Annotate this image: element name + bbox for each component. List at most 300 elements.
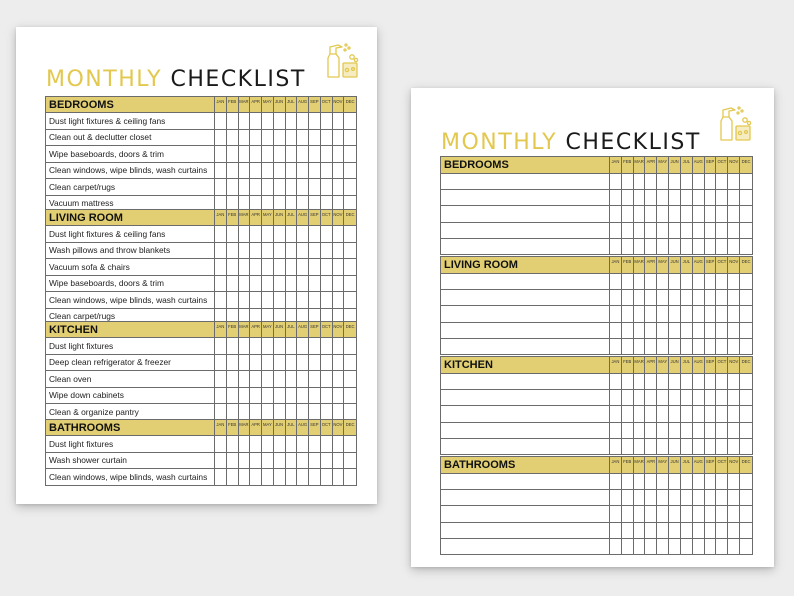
month-checkbox-feb[interactable]	[622, 190, 634, 205]
month-checkbox-jan[interactable]	[610, 239, 622, 254]
month-checkbox-aug[interactable]	[693, 374, 705, 389]
month-checkbox-nov[interactable]	[333, 259, 345, 275]
month-checkbox-mar[interactable]	[634, 274, 646, 289]
month-checkbox-jan[interactable]	[215, 469, 227, 485]
month-checkbox-jan[interactable]	[215, 371, 227, 387]
month-checkbox-jan[interactable]	[610, 506, 622, 521]
month-checkbox-sep[interactable]	[309, 355, 321, 371]
month-checkbox-may[interactable]	[262, 243, 274, 259]
month-checkbox-aug[interactable]	[693, 474, 705, 489]
month-checkbox-aug[interactable]	[693, 290, 705, 305]
month-checkbox-oct[interactable]	[321, 163, 333, 179]
month-checkbox-feb[interactable]	[622, 474, 634, 489]
month-checkbox-dec[interactable]	[740, 174, 752, 189]
month-checkbox-feb[interactable]	[227, 243, 239, 259]
month-checkbox-jul[interactable]	[286, 226, 298, 242]
month-checkbox-aug[interactable]	[693, 490, 705, 505]
month-checkbox-aug[interactable]	[297, 453, 309, 469]
month-checkbox-oct[interactable]	[321, 469, 333, 485]
month-checkbox-apr[interactable]	[250, 388, 262, 404]
month-checkbox-jun[interactable]	[669, 506, 681, 521]
month-checkbox-aug[interactable]	[297, 292, 309, 308]
month-checkbox-nov[interactable]	[728, 306, 740, 321]
month-checkbox-nov[interactable]	[728, 374, 740, 389]
month-checkbox-jan[interactable]	[215, 453, 227, 469]
month-checkbox-apr[interactable]	[645, 423, 657, 438]
month-checkbox-dec[interactable]	[740, 323, 752, 338]
month-checkbox-dec[interactable]	[344, 371, 356, 387]
month-checkbox-oct[interactable]	[321, 404, 333, 420]
month-checkbox-may[interactable]	[262, 469, 274, 485]
month-checkbox-may[interactable]	[657, 223, 669, 238]
month-checkbox-nov[interactable]	[728, 223, 740, 238]
month-checkbox-oct[interactable]	[321, 276, 333, 292]
month-checkbox-aug[interactable]	[693, 506, 705, 521]
month-checkbox-oct[interactable]	[716, 406, 728, 421]
month-checkbox-apr[interactable]	[645, 374, 657, 389]
month-checkbox-apr[interactable]	[645, 390, 657, 405]
month-checkbox-oct[interactable]	[321, 453, 333, 469]
month-checkbox-sep[interactable]	[705, 439, 717, 454]
month-checkbox-apr[interactable]	[250, 146, 262, 162]
month-checkbox-jun[interactable]	[274, 259, 286, 275]
month-checkbox-dec[interactable]	[344, 338, 356, 354]
month-checkbox-aug[interactable]	[297, 113, 309, 129]
month-checkbox-jun[interactable]	[669, 523, 681, 538]
month-checkbox-nov[interactable]	[333, 469, 345, 485]
month-checkbox-jan[interactable]	[215, 276, 227, 292]
month-checkbox-aug[interactable]	[297, 146, 309, 162]
month-checkbox-jul[interactable]	[286, 292, 298, 308]
month-checkbox-aug[interactable]	[297, 226, 309, 242]
month-checkbox-oct[interactable]	[321, 179, 333, 195]
month-checkbox-feb[interactable]	[622, 439, 634, 454]
month-checkbox-dec[interactable]	[740, 539, 752, 554]
month-checkbox-feb[interactable]	[622, 423, 634, 438]
month-checkbox-mar[interactable]	[634, 290, 646, 305]
month-checkbox-feb[interactable]	[622, 239, 634, 254]
month-checkbox-jul[interactable]	[681, 206, 693, 221]
month-checkbox-may[interactable]	[262, 259, 274, 275]
month-checkbox-jun[interactable]	[274, 292, 286, 308]
month-checkbox-jun[interactable]	[274, 243, 286, 259]
month-checkbox-feb[interactable]	[227, 453, 239, 469]
month-checkbox-jan[interactable]	[610, 339, 622, 354]
month-checkbox-oct[interactable]	[321, 146, 333, 162]
month-checkbox-mar[interactable]	[239, 130, 251, 146]
month-checkbox-nov[interactable]	[333, 371, 345, 387]
month-checkbox-jan[interactable]	[610, 423, 622, 438]
month-checkbox-may[interactable]	[657, 323, 669, 338]
month-checkbox-aug[interactable]	[297, 130, 309, 146]
month-checkbox-aug[interactable]	[693, 239, 705, 254]
month-checkbox-feb[interactable]	[622, 339, 634, 354]
month-checkbox-may[interactable]	[657, 290, 669, 305]
month-checkbox-jan[interactable]	[215, 388, 227, 404]
month-checkbox-jun[interactable]	[669, 490, 681, 505]
month-checkbox-jul[interactable]	[286, 355, 298, 371]
month-checkbox-nov[interactable]	[333, 404, 345, 420]
month-checkbox-dec[interactable]	[740, 339, 752, 354]
month-checkbox-oct[interactable]	[321, 355, 333, 371]
month-checkbox-jan[interactable]	[610, 223, 622, 238]
month-checkbox-sep[interactable]	[309, 276, 321, 292]
month-checkbox-may[interactable]	[657, 190, 669, 205]
month-checkbox-dec[interactable]	[344, 179, 356, 195]
month-checkbox-may[interactable]	[657, 439, 669, 454]
month-checkbox-may[interactable]	[657, 523, 669, 538]
month-checkbox-sep[interactable]	[309, 179, 321, 195]
month-checkbox-dec[interactable]	[344, 243, 356, 259]
month-checkbox-jan[interactable]	[215, 226, 227, 242]
month-checkbox-jan[interactable]	[610, 206, 622, 221]
month-checkbox-feb[interactable]	[622, 490, 634, 505]
month-checkbox-jul[interactable]	[286, 163, 298, 179]
month-checkbox-oct[interactable]	[321, 292, 333, 308]
month-checkbox-jun[interactable]	[274, 179, 286, 195]
month-checkbox-may[interactable]	[262, 436, 274, 452]
month-checkbox-apr[interactable]	[645, 190, 657, 205]
month-checkbox-nov[interactable]	[333, 355, 345, 371]
month-checkbox-dec[interactable]	[344, 113, 356, 129]
month-checkbox-feb[interactable]	[622, 390, 634, 405]
month-checkbox-feb[interactable]	[622, 306, 634, 321]
month-checkbox-sep[interactable]	[705, 339, 717, 354]
month-checkbox-apr[interactable]	[645, 490, 657, 505]
month-checkbox-feb[interactable]	[622, 506, 634, 521]
month-checkbox-feb[interactable]	[227, 338, 239, 354]
month-checkbox-apr[interactable]	[250, 338, 262, 354]
month-checkbox-apr[interactable]	[645, 339, 657, 354]
month-checkbox-nov[interactable]	[728, 339, 740, 354]
month-checkbox-may[interactable]	[657, 490, 669, 505]
month-checkbox-aug[interactable]	[297, 469, 309, 485]
month-checkbox-nov[interactable]	[333, 163, 345, 179]
month-checkbox-sep[interactable]	[309, 163, 321, 179]
month-checkbox-jan[interactable]	[215, 259, 227, 275]
month-checkbox-mar[interactable]	[239, 243, 251, 259]
month-checkbox-feb[interactable]	[227, 179, 239, 195]
month-checkbox-dec[interactable]	[344, 259, 356, 275]
month-checkbox-mar[interactable]	[634, 174, 646, 189]
month-checkbox-jul[interactable]	[681, 474, 693, 489]
month-checkbox-may[interactable]	[262, 179, 274, 195]
month-checkbox-sep[interactable]	[705, 206, 717, 221]
month-checkbox-dec[interactable]	[740, 506, 752, 521]
month-checkbox-nov[interactable]	[728, 290, 740, 305]
month-checkbox-dec[interactable]	[740, 206, 752, 221]
month-checkbox-mar[interactable]	[634, 306, 646, 321]
month-checkbox-dec[interactable]	[740, 190, 752, 205]
month-checkbox-sep[interactable]	[705, 374, 717, 389]
month-checkbox-apr[interactable]	[645, 290, 657, 305]
month-checkbox-may[interactable]	[657, 306, 669, 321]
month-checkbox-apr[interactable]	[645, 306, 657, 321]
month-checkbox-apr[interactable]	[645, 323, 657, 338]
month-checkbox-sep[interactable]	[705, 490, 717, 505]
month-checkbox-apr[interactable]	[250, 436, 262, 452]
month-checkbox-sep[interactable]	[309, 226, 321, 242]
month-checkbox-nov[interactable]	[333, 338, 345, 354]
month-checkbox-sep[interactable]	[705, 506, 717, 521]
month-checkbox-sep[interactable]	[309, 292, 321, 308]
month-checkbox-sep[interactable]	[705, 306, 717, 321]
month-checkbox-jun[interactable]	[669, 239, 681, 254]
month-checkbox-may[interactable]	[262, 453, 274, 469]
month-checkbox-apr[interactable]	[250, 453, 262, 469]
month-checkbox-jan[interactable]	[610, 274, 622, 289]
month-checkbox-sep[interactable]	[309, 436, 321, 452]
month-checkbox-aug[interactable]	[693, 539, 705, 554]
month-checkbox-jan[interactable]	[610, 174, 622, 189]
month-checkbox-jan[interactable]	[610, 406, 622, 421]
month-checkbox-jul[interactable]	[286, 276, 298, 292]
month-checkbox-nov[interactable]	[728, 323, 740, 338]
month-checkbox-dec[interactable]	[344, 355, 356, 371]
month-checkbox-jan[interactable]	[215, 243, 227, 259]
month-checkbox-nov[interactable]	[333, 436, 345, 452]
month-checkbox-sep[interactable]	[705, 406, 717, 421]
month-checkbox-mar[interactable]	[239, 259, 251, 275]
month-checkbox-oct[interactable]	[716, 306, 728, 321]
month-checkbox-apr[interactable]	[645, 474, 657, 489]
month-checkbox-nov[interactable]	[728, 423, 740, 438]
month-checkbox-feb[interactable]	[622, 274, 634, 289]
month-checkbox-jun[interactable]	[669, 290, 681, 305]
month-checkbox-may[interactable]	[657, 339, 669, 354]
month-checkbox-oct[interactable]	[716, 339, 728, 354]
month-checkbox-jul[interactable]	[286, 179, 298, 195]
month-checkbox-jan[interactable]	[215, 355, 227, 371]
month-checkbox-jul[interactable]	[286, 146, 298, 162]
month-checkbox-dec[interactable]	[740, 274, 752, 289]
month-checkbox-may[interactable]	[657, 406, 669, 421]
month-checkbox-jun[interactable]	[274, 226, 286, 242]
month-checkbox-feb[interactable]	[227, 355, 239, 371]
month-checkbox-aug[interactable]	[297, 163, 309, 179]
month-checkbox-jan[interactable]	[215, 292, 227, 308]
month-checkbox-apr[interactable]	[250, 469, 262, 485]
month-checkbox-sep[interactable]	[705, 274, 717, 289]
month-checkbox-sep[interactable]	[705, 539, 717, 554]
month-checkbox-oct[interactable]	[716, 239, 728, 254]
month-checkbox-jun[interactable]	[669, 274, 681, 289]
month-checkbox-apr[interactable]	[645, 506, 657, 521]
month-checkbox-mar[interactable]	[634, 539, 646, 554]
month-checkbox-feb[interactable]	[622, 290, 634, 305]
month-checkbox-jun[interactable]	[274, 469, 286, 485]
month-checkbox-jul[interactable]	[681, 490, 693, 505]
month-checkbox-jul[interactable]	[286, 259, 298, 275]
month-checkbox-feb[interactable]	[622, 374, 634, 389]
month-checkbox-nov[interactable]	[333, 243, 345, 259]
month-checkbox-apr[interactable]	[645, 406, 657, 421]
month-checkbox-apr[interactable]	[250, 179, 262, 195]
month-checkbox-sep[interactable]	[309, 259, 321, 275]
month-checkbox-aug[interactable]	[693, 190, 705, 205]
month-checkbox-nov[interactable]	[728, 390, 740, 405]
month-checkbox-dec[interactable]	[740, 439, 752, 454]
month-checkbox-jun[interactable]	[274, 146, 286, 162]
month-checkbox-apr[interactable]	[250, 292, 262, 308]
month-checkbox-dec[interactable]	[344, 226, 356, 242]
month-checkbox-sep[interactable]	[309, 388, 321, 404]
month-checkbox-sep[interactable]	[309, 469, 321, 485]
month-checkbox-jun[interactable]	[669, 223, 681, 238]
month-checkbox-jul[interactable]	[681, 290, 693, 305]
month-checkbox-nov[interactable]	[728, 174, 740, 189]
month-checkbox-nov[interactable]	[728, 190, 740, 205]
month-checkbox-jun[interactable]	[669, 406, 681, 421]
month-checkbox-jul[interactable]	[286, 371, 298, 387]
month-checkbox-mar[interactable]	[239, 404, 251, 420]
month-checkbox-jun[interactable]	[274, 388, 286, 404]
month-checkbox-jan[interactable]	[215, 338, 227, 354]
month-checkbox-oct[interactable]	[716, 274, 728, 289]
month-checkbox-nov[interactable]	[728, 490, 740, 505]
month-checkbox-dec[interactable]	[740, 223, 752, 238]
month-checkbox-oct[interactable]	[716, 290, 728, 305]
month-checkbox-nov[interactable]	[333, 453, 345, 469]
month-checkbox-mar[interactable]	[634, 190, 646, 205]
month-checkbox-may[interactable]	[262, 292, 274, 308]
month-checkbox-oct[interactable]	[321, 226, 333, 242]
month-checkbox-aug[interactable]	[693, 390, 705, 405]
month-checkbox-may[interactable]	[262, 146, 274, 162]
month-checkbox-jun[interactable]	[669, 206, 681, 221]
month-checkbox-jul[interactable]	[681, 223, 693, 238]
month-checkbox-jul[interactable]	[681, 306, 693, 321]
month-checkbox-mar[interactable]	[239, 453, 251, 469]
month-checkbox-jun[interactable]	[274, 453, 286, 469]
month-checkbox-jun[interactable]	[669, 474, 681, 489]
month-checkbox-jun[interactable]	[274, 338, 286, 354]
month-checkbox-mar[interactable]	[634, 323, 646, 338]
month-checkbox-jun[interactable]	[669, 174, 681, 189]
month-checkbox-dec[interactable]	[740, 474, 752, 489]
month-checkbox-sep[interactable]	[309, 453, 321, 469]
month-checkbox-dec[interactable]	[740, 523, 752, 538]
month-checkbox-apr[interactable]	[645, 274, 657, 289]
month-checkbox-feb[interactable]	[227, 388, 239, 404]
month-checkbox-nov[interactable]	[333, 276, 345, 292]
month-checkbox-nov[interactable]	[728, 439, 740, 454]
month-checkbox-feb[interactable]	[622, 223, 634, 238]
month-checkbox-sep[interactable]	[309, 113, 321, 129]
month-checkbox-sep[interactable]	[705, 290, 717, 305]
month-checkbox-aug[interactable]	[693, 339, 705, 354]
month-checkbox-sep[interactable]	[705, 190, 717, 205]
month-checkbox-jan[interactable]	[610, 190, 622, 205]
month-checkbox-apr[interactable]	[645, 223, 657, 238]
month-checkbox-feb[interactable]	[622, 523, 634, 538]
month-checkbox-apr[interactable]	[250, 355, 262, 371]
month-checkbox-nov[interactable]	[728, 506, 740, 521]
month-checkbox-apr[interactable]	[250, 404, 262, 420]
month-checkbox-may[interactable]	[657, 206, 669, 221]
month-checkbox-dec[interactable]	[740, 490, 752, 505]
month-checkbox-may[interactable]	[657, 474, 669, 489]
month-checkbox-nov[interactable]	[728, 474, 740, 489]
month-checkbox-sep[interactable]	[705, 523, 717, 538]
month-checkbox-sep[interactable]	[705, 423, 717, 438]
month-checkbox-feb[interactable]	[622, 539, 634, 554]
month-checkbox-mar[interactable]	[239, 338, 251, 354]
month-checkbox-mar[interactable]	[634, 439, 646, 454]
month-checkbox-mar[interactable]	[239, 276, 251, 292]
month-checkbox-mar[interactable]	[634, 239, 646, 254]
month-checkbox-may[interactable]	[657, 239, 669, 254]
month-checkbox-apr[interactable]	[645, 439, 657, 454]
month-checkbox-jan[interactable]	[610, 374, 622, 389]
month-checkbox-jun[interactable]	[669, 390, 681, 405]
month-checkbox-aug[interactable]	[297, 355, 309, 371]
month-checkbox-mar[interactable]	[634, 339, 646, 354]
month-checkbox-apr[interactable]	[645, 174, 657, 189]
month-checkbox-jun[interactable]	[669, 323, 681, 338]
month-checkbox-feb[interactable]	[227, 130, 239, 146]
month-checkbox-dec[interactable]	[740, 374, 752, 389]
month-checkbox-jan[interactable]	[610, 390, 622, 405]
month-checkbox-mar[interactable]	[239, 436, 251, 452]
month-checkbox-aug[interactable]	[693, 223, 705, 238]
month-checkbox-feb[interactable]	[227, 292, 239, 308]
month-checkbox-mar[interactable]	[239, 469, 251, 485]
month-checkbox-oct[interactable]	[321, 388, 333, 404]
month-checkbox-mar[interactable]	[634, 206, 646, 221]
month-checkbox-feb[interactable]	[622, 406, 634, 421]
month-checkbox-may[interactable]	[262, 276, 274, 292]
month-checkbox-oct[interactable]	[321, 371, 333, 387]
month-checkbox-jul[interactable]	[286, 338, 298, 354]
month-checkbox-apr[interactable]	[250, 371, 262, 387]
month-checkbox-aug[interactable]	[297, 276, 309, 292]
month-checkbox-jun[interactable]	[669, 374, 681, 389]
month-checkbox-jun[interactable]	[274, 113, 286, 129]
month-checkbox-sep[interactable]	[705, 323, 717, 338]
month-checkbox-oct[interactable]	[716, 474, 728, 489]
month-checkbox-jul[interactable]	[681, 406, 693, 421]
month-checkbox-oct[interactable]	[716, 374, 728, 389]
month-checkbox-jun[interactable]	[274, 130, 286, 146]
month-checkbox-feb[interactable]	[622, 206, 634, 221]
month-checkbox-jan[interactable]	[610, 474, 622, 489]
month-checkbox-jan[interactable]	[610, 523, 622, 538]
month-checkbox-apr[interactable]	[645, 206, 657, 221]
month-checkbox-feb[interactable]	[227, 469, 239, 485]
month-checkbox-jul[interactable]	[286, 130, 298, 146]
month-checkbox-mar[interactable]	[239, 355, 251, 371]
month-checkbox-sep[interactable]	[309, 130, 321, 146]
month-checkbox-nov[interactable]	[333, 113, 345, 129]
month-checkbox-jul[interactable]	[286, 388, 298, 404]
month-checkbox-apr[interactable]	[250, 243, 262, 259]
month-checkbox-sep[interactable]	[309, 243, 321, 259]
month-checkbox-jun[interactable]	[274, 163, 286, 179]
month-checkbox-nov[interactable]	[728, 206, 740, 221]
month-checkbox-may[interactable]	[262, 404, 274, 420]
month-checkbox-sep[interactable]	[309, 146, 321, 162]
month-checkbox-jun[interactable]	[669, 190, 681, 205]
month-checkbox-jun[interactable]	[274, 276, 286, 292]
month-checkbox-jun[interactable]	[669, 423, 681, 438]
month-checkbox-oct[interactable]	[716, 206, 728, 221]
month-checkbox-oct[interactable]	[716, 323, 728, 338]
month-checkbox-jul[interactable]	[681, 339, 693, 354]
month-checkbox-feb[interactable]	[227, 259, 239, 275]
month-checkbox-sep[interactable]	[705, 223, 717, 238]
month-checkbox-jul[interactable]	[681, 190, 693, 205]
